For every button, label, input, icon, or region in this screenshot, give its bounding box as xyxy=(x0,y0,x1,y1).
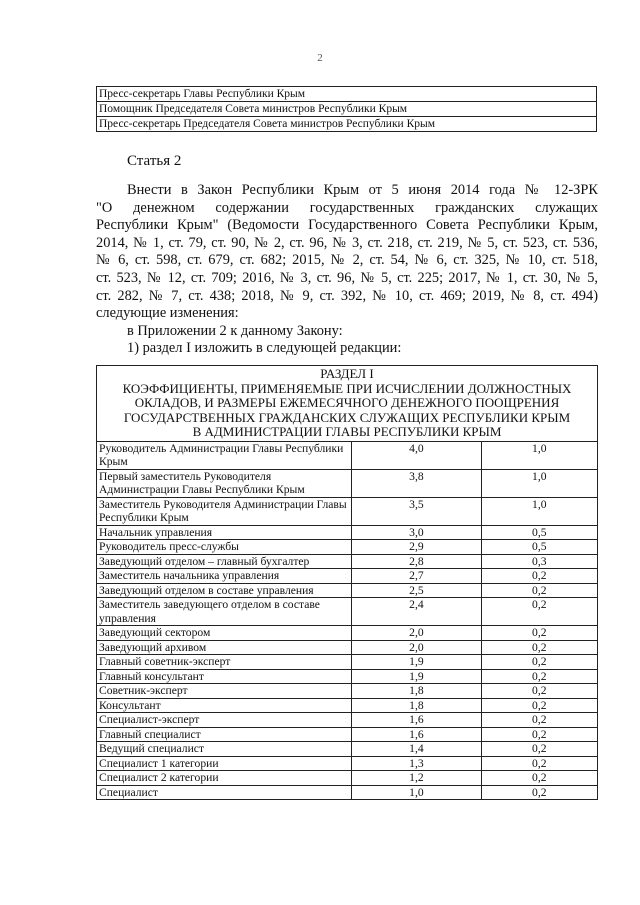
table-row xyxy=(97,497,598,525)
position-cell: Заведующий сектором xyxy=(97,626,352,641)
position-cell: Специалист-эксперт xyxy=(97,713,352,728)
coefficient-cell: 1,6 xyxy=(352,727,481,742)
coefficient-cell: 1,9 xyxy=(352,669,481,684)
coefficient-cell: 2,5 xyxy=(352,583,481,598)
bonus-cell: 0,2 xyxy=(481,626,597,641)
paragraph-line: следующие изменения: xyxy=(96,305,239,322)
coefficient-cell: 1,8 xyxy=(352,684,481,699)
position-cell: Специалист 1 категории xyxy=(97,756,352,771)
position-cell: Руководитель пресс-службы xyxy=(97,540,352,555)
paragraph-line: "О денежном содержании государственных гражданских служащих xyxy=(96,199,598,216)
table-row xyxy=(97,771,598,786)
table-row xyxy=(97,540,598,555)
position-cell: Консультант xyxy=(97,698,352,713)
position-cell: Заведующий архивом xyxy=(97,640,352,655)
table-row xyxy=(97,785,598,800)
position-cell: Заведующий отделом – главный бухгалтер xyxy=(97,554,352,569)
article-title: Статья 2 xyxy=(127,153,182,169)
coefficient-cell: 2,0 xyxy=(352,640,481,655)
bonus-cell: 0,2 xyxy=(481,655,597,670)
position-cell: Главный консультант xyxy=(97,669,352,684)
table-row xyxy=(97,698,598,713)
top-position-table xyxy=(96,86,597,132)
table-row xyxy=(97,598,598,626)
paragraph-line: ст. 282, № 7, ст. 438; 2018, № 9, ст. 392, № 10, ст. 469; 2019, № 8, ст. 494) xyxy=(96,287,598,304)
position-cell: Первый заместитель Руководителя Администрации Главы Республики Крым xyxy=(97,469,352,497)
table-row xyxy=(97,727,598,742)
coefficient-cell: 1,9 xyxy=(352,655,481,670)
position-cell: Заместитель начальника управления xyxy=(97,569,352,584)
bonus-cell: 0,2 xyxy=(481,771,597,786)
paragraph-line: Республики Крым" (Ведомости Государственного Совета Республики Крым, xyxy=(96,217,598,234)
paragraph-line: ст. 523, № 12, ст. 709; 2016, № 3, ст. 96, № 5, ст. 225; 2017, № 1, ст. 30, № 5, xyxy=(96,269,598,286)
appendix-line: в Приложении 2 к данному Закону: xyxy=(127,322,343,339)
table-row xyxy=(97,684,598,699)
coefficient-cell: 2,8 xyxy=(352,554,481,569)
table-row xyxy=(97,469,598,497)
table-row xyxy=(97,626,598,641)
table-header xyxy=(97,366,598,442)
table-row xyxy=(97,117,597,132)
table-header-row xyxy=(97,366,598,442)
bonus-cell: 0,2 xyxy=(481,598,597,626)
position-cell: Заведующий отделом в составе управления xyxy=(97,583,352,598)
position-cell: Специалист 2 категории xyxy=(97,771,352,786)
coefficient-cell: 4,0 xyxy=(352,441,481,469)
coefficient-cell: 2,4 xyxy=(352,598,481,626)
paragraph-line: № 6, ст. 598, ст. 679, ст. 682; 2015, № 2, ст. 54, № 6, ст. 325, № 10, ст. 518, xyxy=(96,252,598,269)
bonus-cell: 0,2 xyxy=(481,742,597,757)
position-cell: Специалист xyxy=(97,785,352,800)
position-cell: Советник-эксперт xyxy=(97,684,352,699)
table-row xyxy=(97,569,598,584)
coefficient-cell: 3,8 xyxy=(352,469,481,497)
coefficient-cell: 2,7 xyxy=(352,569,481,584)
bonus-cell: 0,2 xyxy=(481,669,597,684)
position-cell: Заместитель заведующего отделом в составе управления xyxy=(97,598,352,626)
bonus-cell: 0,2 xyxy=(481,785,597,800)
table-row xyxy=(97,756,598,771)
bonus-cell: 1,0 xyxy=(481,497,597,525)
paragraph-line: 2014, № 1, ст. 79, ст. 90, № 2, ст. 96, № 3, ст. 218, ст. 219, № 5, ст. 523, ст. 536, xyxy=(96,234,598,251)
bonus-cell: 0,5 xyxy=(481,525,597,540)
table-row xyxy=(97,87,597,102)
table-row xyxy=(97,554,598,569)
bonus-cell: 1,0 xyxy=(481,441,597,469)
page-number: 2 xyxy=(317,52,323,64)
position-cell: Пресс-секретарь Главы Республики Крым xyxy=(97,87,597,102)
bonus-cell: 0,2 xyxy=(481,698,597,713)
section-instruction-line: 1) раздел I изложить в следующей редакции: xyxy=(127,340,402,357)
position-cell: Заместитель Руководителя Администрации Главы Республики Крым xyxy=(97,497,352,525)
bonus-cell: 0,2 xyxy=(481,756,597,771)
table-row xyxy=(97,102,597,117)
position-cell: Руководитель Администрации Главы Республики Крым xyxy=(97,441,352,469)
amendment-paragraph xyxy=(96,182,598,358)
position-cell: Ведущий специалист xyxy=(97,742,352,757)
position-cell: Помощник Председателя Совета министров Республики Крым xyxy=(97,102,597,117)
coefficient-cell: 1,3 xyxy=(352,756,481,771)
bonus-cell: 1,0 xyxy=(481,469,597,497)
header-line: ГОСУДАРСТВЕННЫХ ГРАЖДАНСКИХ СЛУЖАЩИХ РЕСПУБЛИКИ КРЫМ xyxy=(123,409,571,425)
coefficient-cell: 1,8 xyxy=(352,698,481,713)
bonus-cell: 0,2 xyxy=(481,640,597,655)
section-coefficients-table xyxy=(96,365,598,800)
table-row xyxy=(97,640,598,655)
table-row xyxy=(97,713,598,728)
bonus-cell: 0,5 xyxy=(481,540,597,555)
position-cell: Начальник управления xyxy=(97,525,352,540)
bonus-cell: 0,2 xyxy=(481,684,597,699)
paragraph-line: Внести в Закон Республики Крым от 5 июня 2014 года № 12-ЗРК xyxy=(127,182,598,198)
coefficient-cell: 2,9 xyxy=(352,540,481,555)
header-line: КОЭФФИЦИЕНТЫ, ПРИМЕНЯЕМЫЕ ПРИ ИСЧИСЛЕНИИ ДОЛЖНОСТНЫХ xyxy=(122,380,572,396)
position-cell: Пресс-секретарь Председателя Совета министров Республики Крым xyxy=(97,117,597,132)
table-row xyxy=(97,441,598,469)
coefficient-cell: 1,6 xyxy=(352,713,481,728)
bonus-cell: 0,2 xyxy=(481,713,597,728)
coefficient-cell: 1,0 xyxy=(352,785,481,800)
header-line: ОКЛАДОВ, И РАЗМЕРЫ ЕЖЕМЕСЯЧНОГО ДЕНЕЖНОГО ПООЩРЕНИЯ xyxy=(134,395,560,410)
bonus-cell: 0,2 xyxy=(481,569,597,584)
bonus-cell: 0,2 xyxy=(481,583,597,598)
table-row xyxy=(97,655,598,670)
table-row xyxy=(97,742,598,757)
coefficient-cell: 3,5 xyxy=(352,497,481,525)
table-row xyxy=(97,525,598,540)
coefficient-cell: 1,2 xyxy=(352,771,481,786)
position-cell: Главный советник-эксперт xyxy=(97,655,352,670)
position-cell: Главный специалист xyxy=(97,727,352,742)
coefficient-cell: 3,0 xyxy=(352,525,481,540)
bonus-cell: 0,3 xyxy=(481,554,597,569)
section-heading: РАЗДЕЛ I xyxy=(320,366,374,381)
table-row xyxy=(97,583,598,598)
header-line: В АДМИНИСТРАЦИИ ГЛАВЫ РЕСПУБЛИКИ КРЫМ xyxy=(192,424,502,439)
table-row xyxy=(97,669,598,684)
coefficient-cell: 2,0 xyxy=(352,626,481,641)
bonus-cell: 0,2 xyxy=(481,727,597,742)
coefficient-cell: 1,4 xyxy=(352,742,481,757)
